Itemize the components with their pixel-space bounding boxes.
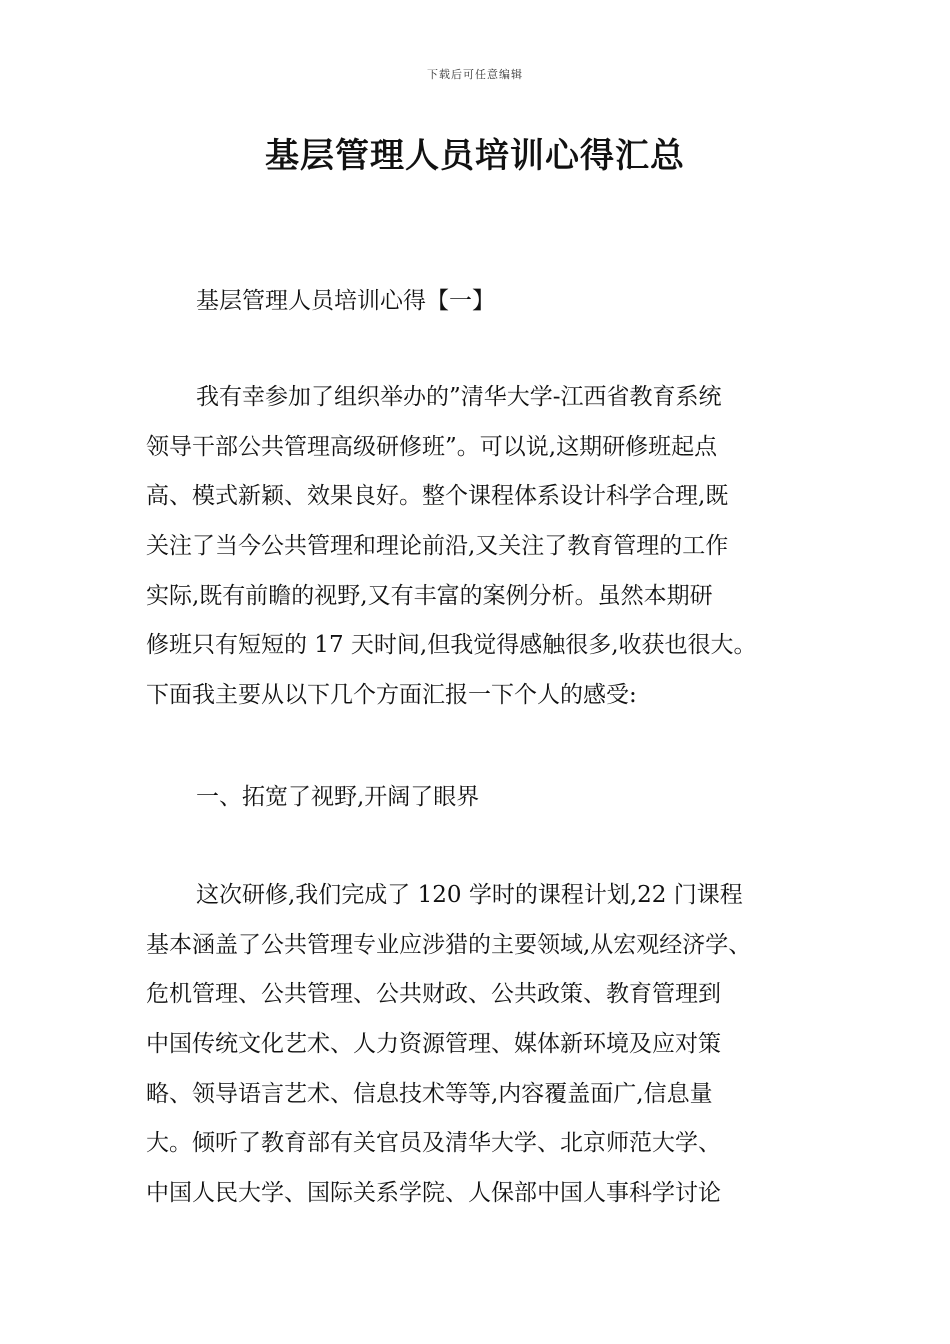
paragraph-line: 大。倾听了教育部有关官员及清华大学、北京师范大学、 (146, 1130, 721, 1157)
paragraph-line: 实际,既有前瞻的视野,又有丰富的案例分析。虽然本期研 (146, 582, 713, 609)
subheading: 一、拓宽了视野,开阔了眼界 (196, 784, 480, 810)
paragraph-line: 领导干部公共管理高级研修班”。可以说,这期研修班起点 (146, 433, 718, 460)
paragraph-line: 关注了当今公共管理和理论前沿,又关注了教育管理的工作 (146, 533, 729, 560)
paragraph-line: 下面我主要从以下几个方面汇报一下个人的感受: (146, 682, 637, 709)
paragraph-body (146, 871, 826, 1219)
paragraph-line: 危机管理、公共管理、公共财政、公共政策、教育管理到 (146, 981, 721, 1008)
paragraph-line: 我有幸参加了组织举办的”清华大学-江西省教育系统 (196, 384, 722, 410)
header-note: 下载后可任意编辑 (427, 68, 523, 81)
paragraph-intro (146, 373, 826, 721)
paragraph-line: 中国人民大学、国际关系学院、人保部中国人事科学讨论 (146, 1180, 721, 1207)
paragraph-line: 基本涵盖了公共管理专业应涉猎的主要领域,从宏观经济学、 (146, 931, 752, 958)
paragraph-line: 中国传统文化艺术、人力资源管理、媒体新环境及应对策 (146, 1031, 721, 1058)
paragraph-line: 略、领导语言艺术、信息技术等等,内容覆盖面广,信息量 (146, 1080, 713, 1107)
paragraph-line: 高、模式新颖、效果良好。整个课程体系设计科学合理,既 (146, 483, 729, 510)
document-title: 基层管理人员培训心得汇总 (265, 136, 685, 176)
paragraph-line: 修班只有短短的 17 天时间,但我觉得感触很多,收获也很大。 (146, 632, 757, 659)
paragraph-line: 这次研修,我们完成了 120 学时的课程计划,22 门课程 (196, 882, 743, 908)
section-heading: 基层管理人员培训心得【一】 (196, 288, 495, 314)
